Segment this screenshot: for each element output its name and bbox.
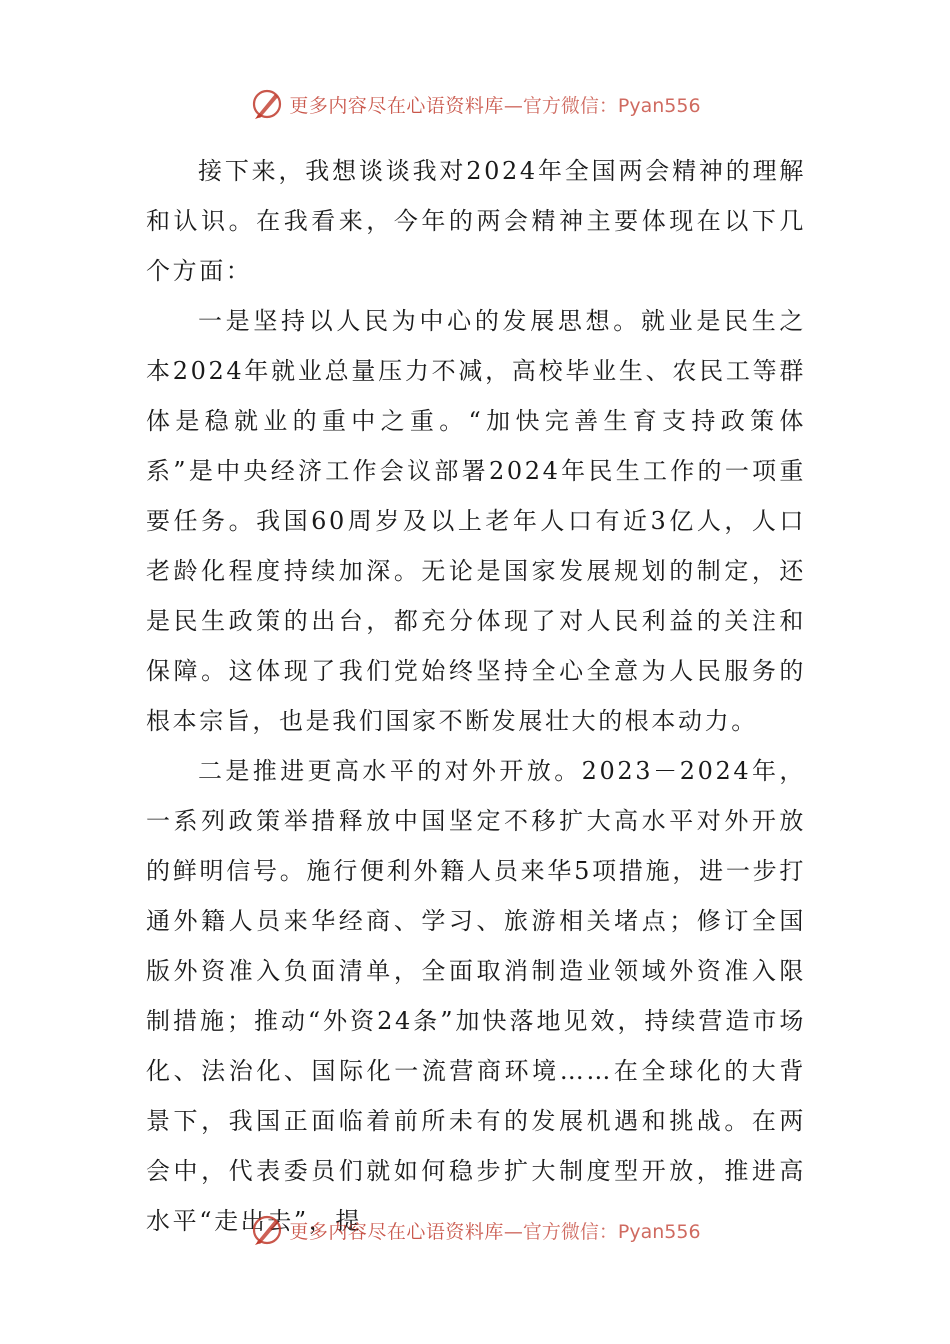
watermark-suffix: —官方微信：Pyan556 xyxy=(503,1220,701,1243)
pen-logo-icon xyxy=(249,86,285,122)
paragraph-point-two: 二是推进更高水平的对外开放。2023－2024年，一系列政策举措释放中国坚定不移扩大高水平对外开放的鲜明信号。施行便利外籍人员来华5项措施，进一步打通外籍人员来华经商、学习、旅游相关堵点；修订全国版外资准入负面清单，全面取消制造业领域外资准入限制措施；推动“外资24条”加快落地见效，持续营造市场化、法治化、国际化一流营商环境……在全球化的大背景下，我国正面临着前所未有的发展机遇和挑战。在两会中，代表委员们就如何稳步扩大制度型开放，推进高水平“走出去”，提 xyxy=(146,757,806,1235)
pen-logo-icon xyxy=(249,1212,285,1248)
watermark-text: 更多内容尽在心语资料库 xyxy=(289,94,504,117)
watermark-footer xyxy=(0,1210,950,1250)
paragraph-point-one: 一是坚持以人民为中心的发展思想。就业是民生之本2024年就业总量压力不减，高校毕业生、农民工等群体是稳就业的重中之重。“加快完善生育支持政策体系”是中央经济工作会议部署2024年民生工作的一项重要任务。我国60周岁及以上老年人口有近3亿人，人口老龄化程度持续加深。无论是国家发展规划的制定，还是民生政策的出台，都充分体现了对人民利益的关注和保障。这体现了我们党始终坚持全心全意为人民服务的根本宗旨，也是我们国家不断发展壮大的根本动力。 xyxy=(146,307,806,735)
watermark-text: 更多内容尽在心语资料库 xyxy=(289,1220,504,1243)
document-body xyxy=(146,146,806,1246)
watermark-suffix: —官方微信：Pyan556 xyxy=(503,94,701,117)
paragraph-intro: 接下来，我想谈谈我对2024年全国两会精神的理解和认识。在我看来，今年的两会精神主要体现在以下几个方面： xyxy=(146,157,806,285)
watermark-header xyxy=(0,84,950,124)
